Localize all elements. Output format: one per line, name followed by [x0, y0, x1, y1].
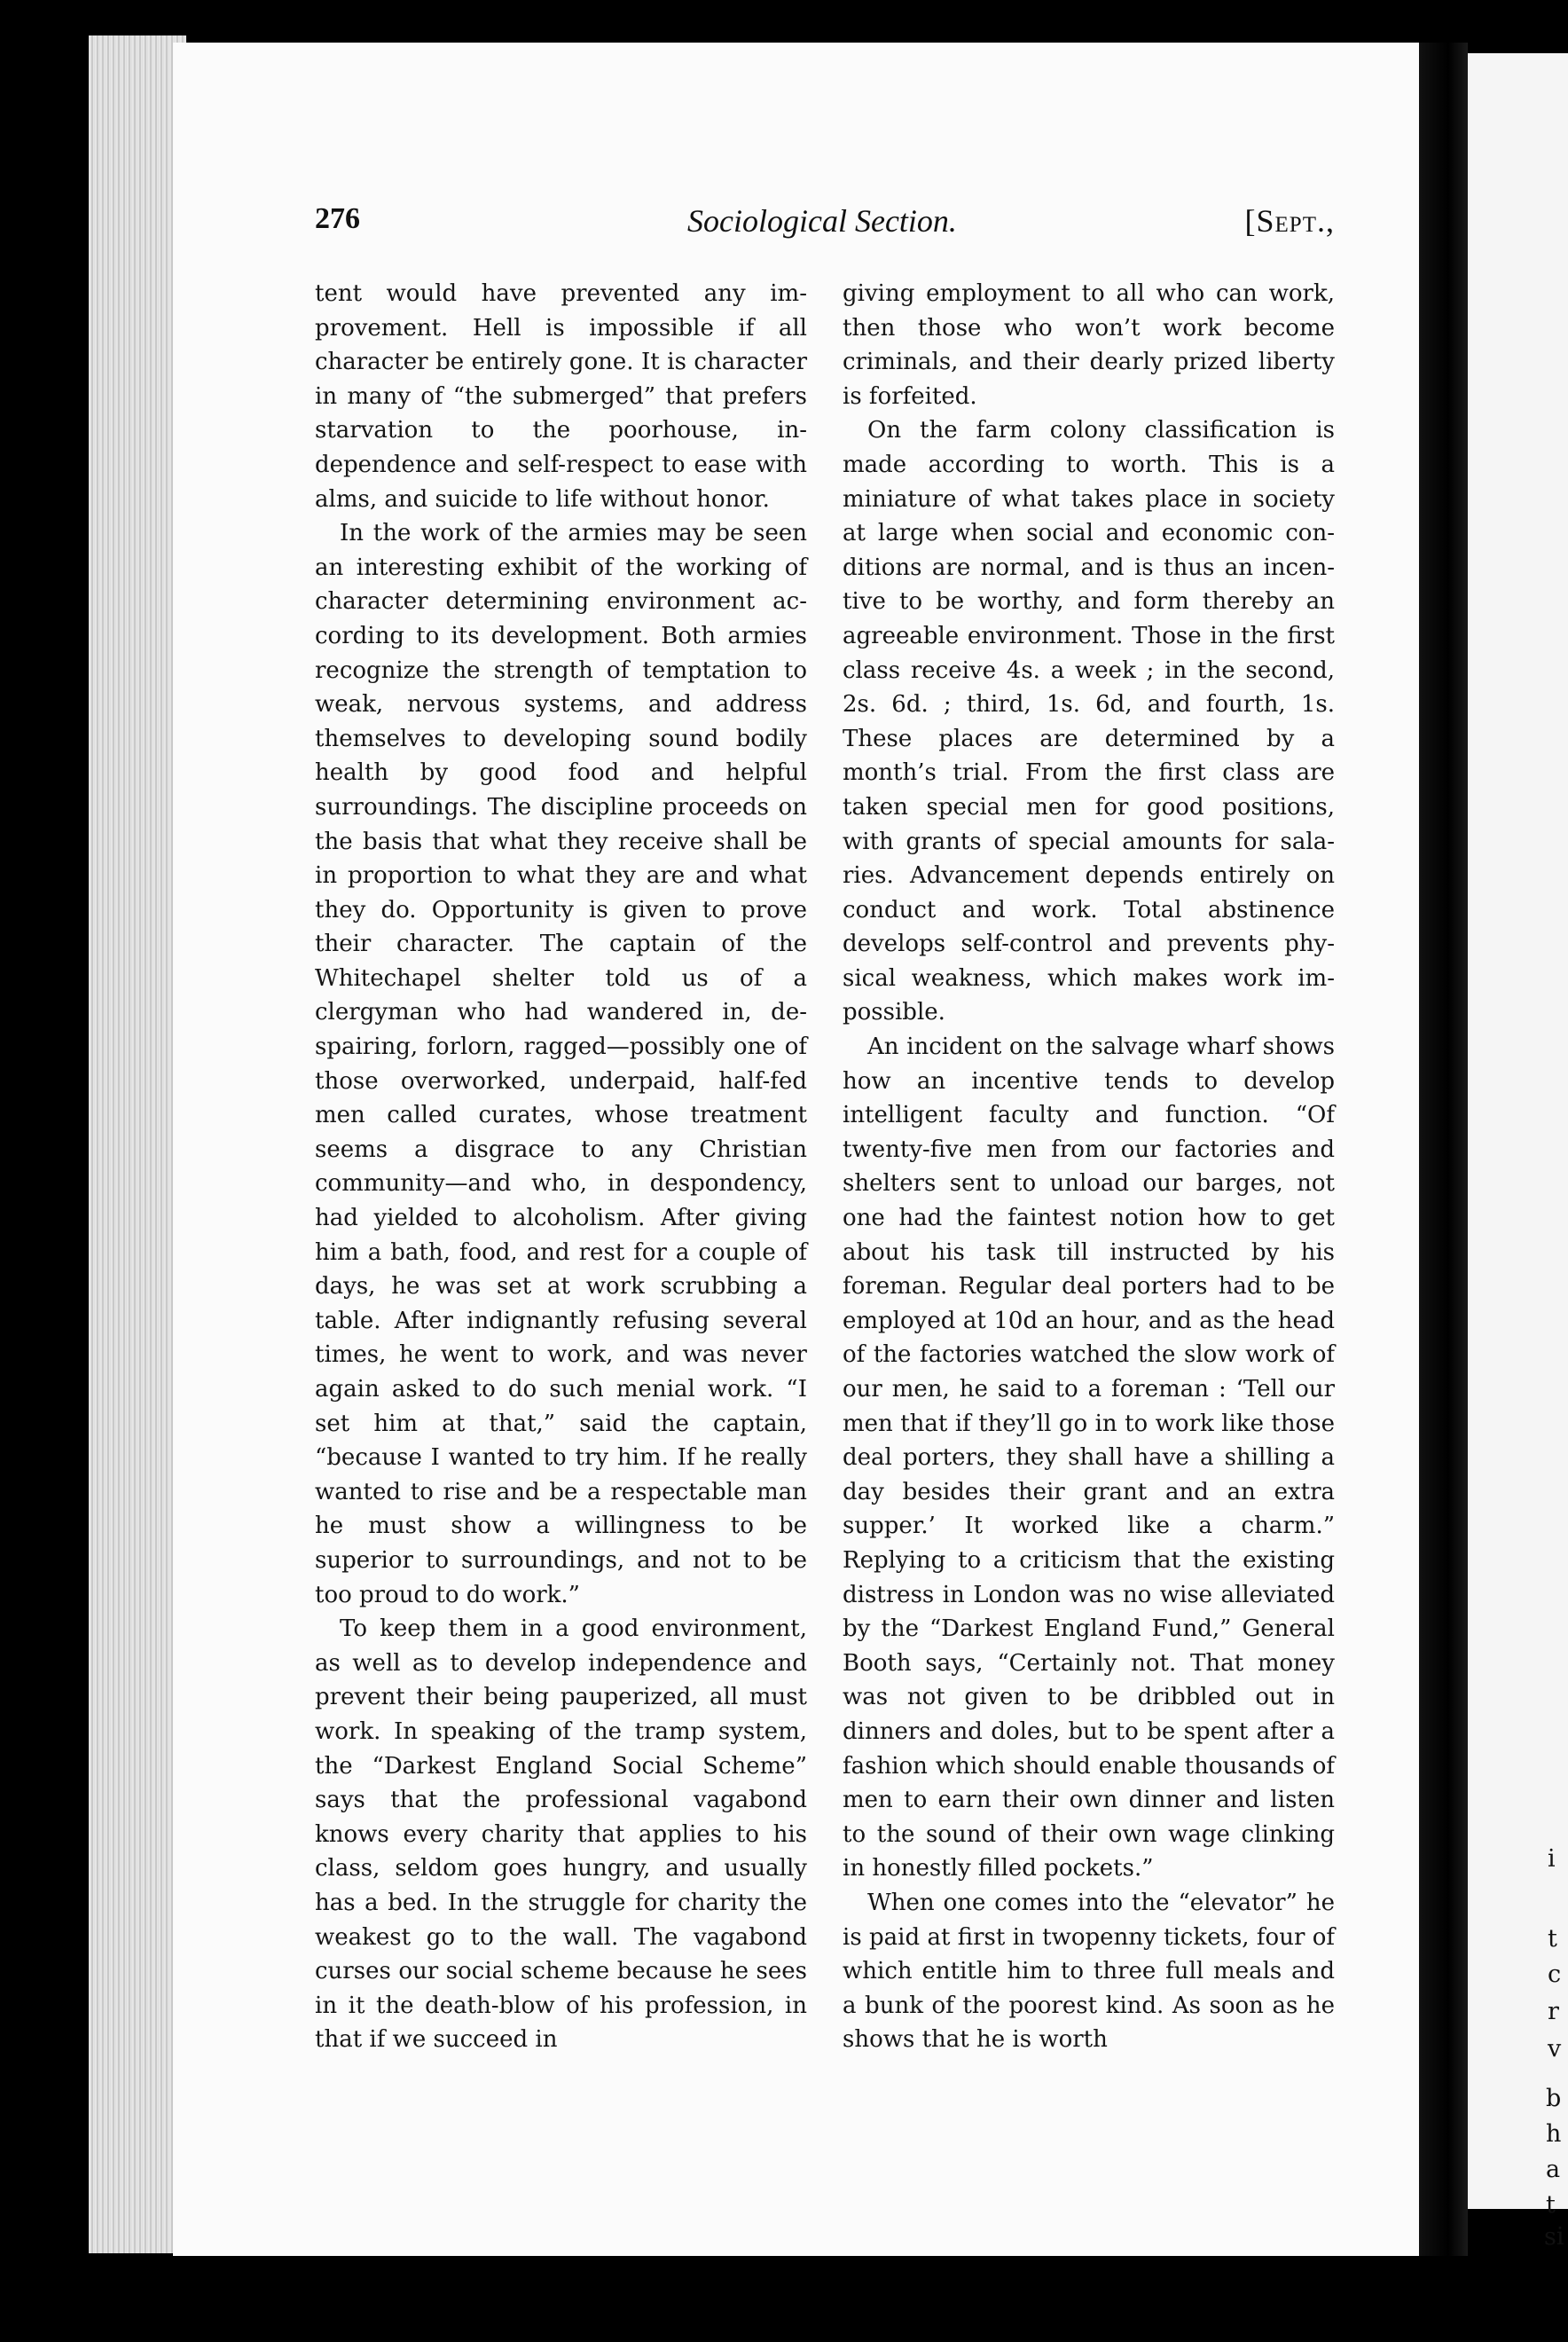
running-head [315, 202, 1335, 247]
right-column [843, 277, 1335, 2057]
page-edges [89, 35, 186, 2253]
facing-page-fragment: r [1548, 1998, 1559, 2025]
paragraph: On the farm colony classification is made according to worth. This is a miniature of what takes place in society at large when social and economic conditions are normal, and is thus an incentive to be worthy, and form thereby an agreeable environment. Those in the first class receive 4s. a week ; in the second, 2s. 6d. ; third, 1s. 6d, and fourth, 1s. These places are determined by a month’s trial. From the first class are taken special men for good positions, with grants of special amounts for salaries. Advancement depends entirely on conduct and work. Total abstinence develops self-control and prevents physical weakness, which makes work impossible. [843, 417, 1335, 1026]
paragraph: In the work of the armies may be seen an interesting exhibit of the working of character determining environment according to its development. Both armies recognize the strength of temptation to weak, nervous systems, and address themselves to developing sound bodily health by good food and helpful surroundings. The discipline proceeds on the basis that what they receive shall be in proportion to what they are and what they do. Opportunity is given to prove their character. The captain of the Whitechapel shelter told us of a clergyman who had wandered in, despairing, forlorn, ragged—possibly one of those overworked, underpaid, half-fed men called curates, whose treatment seems a disgrace to any Christian community—and who, in despondency, had yielded to alcoholism. After giving him a bath, food, and rest for a couple of days, he was set at work scrubbing a table. After indignantly refusing several times, he went to work, and was never again asked to do such menial work. “I set him at that,” said the captain, “because I wanted to try him. If he really wanted to rise and be a respectable man he must show a willingness to be superior to surroundings, and not to be too proud to do work.” [315, 520, 807, 1608]
paragraph: tent would have prevented any improvement. Hell is impossible if all character be entirely gone. It is character in many of “the submerged” that prefers starvation to the poorhouse, independence and self-respect to ease with alms, and suicide to life without honor. [315, 280, 807, 513]
section-title: Sociological Section. [687, 203, 957, 239]
facing-page-fragment: si [1544, 2223, 1564, 2251]
book-gutter [1419, 43, 1468, 2256]
facing-page-fragment: h [1546, 2120, 1562, 2148]
facing-page-fragment: t [1548, 1925, 1557, 1953]
page-number: 276 [315, 202, 360, 235]
issue-month: [Sept., [1244, 203, 1335, 239]
facing-page [1468, 53, 1568, 2251]
facing-page-fragment: c [1548, 1961, 1562, 1988]
facing-page-fragment: t [1546, 2191, 1556, 2219]
facing-page-fragment: a [1546, 2156, 1561, 2183]
facing-page-fragment: i [1548, 1845, 1556, 1873]
facing-page-fragment: b [1546, 2085, 1562, 2112]
facing-page-fragment: v [1548, 2035, 1562, 2063]
paragraph: giving employment to all who can work, then those who won’t work become criminals, and their dearly prized liberty is forfeited. [843, 280, 1335, 410]
paragraph: When one comes into the “elevator” he is paid at first in twopenny tickets, four of which entitle him to three full meals and a bunk of the poorest kind. As soon as he shows that he is worth [843, 1889, 1335, 2054]
paragraph: To keep them in a good environment, as well as to develop independence and prevent their being pauperized, all must work. In speaking of the tramp system, the “Darkest England Social Scheme” says that the professional vagabond knows every charity that applies to his class, seldom goes hungry, and usually has a bed. In the struggle for charity the weakest go to the wall. The vagabond curses our social scheme because he sees in it the death-blow of his profession, in that if we succeed in [315, 1615, 807, 2054]
paragraph: An incident on the salvage wharf shows how an incentive tends to develop intelligent faculty and function. “Of twenty-five men from our factories and shelters sent to unload our barges, not one had the faintest notion how to get about his task till instructed by his foreman. Regular deal porters had to be employed at 10d an hour, and as the head of the factories watched the slow work of our men, he said to a foreman : ‘Tell our men that if they’ll go in to work like those deal porters, they shall have a shilling a day besides their grant and an extra supper.’ It worked like a charm.” Replying to a criticism that the existing distress in London was no wise alleviated by the “Darkest England Fund,” General Booth says, “Certainly not. That money was not given to be dribbled out in dinners and doles, but to be spent after a fashion which should enable thousands of men to earn their own dinner and listen to the sound of their own wage clinking in honestly filled pockets.” [843, 1033, 1335, 1882]
left-column [315, 277, 807, 2057]
